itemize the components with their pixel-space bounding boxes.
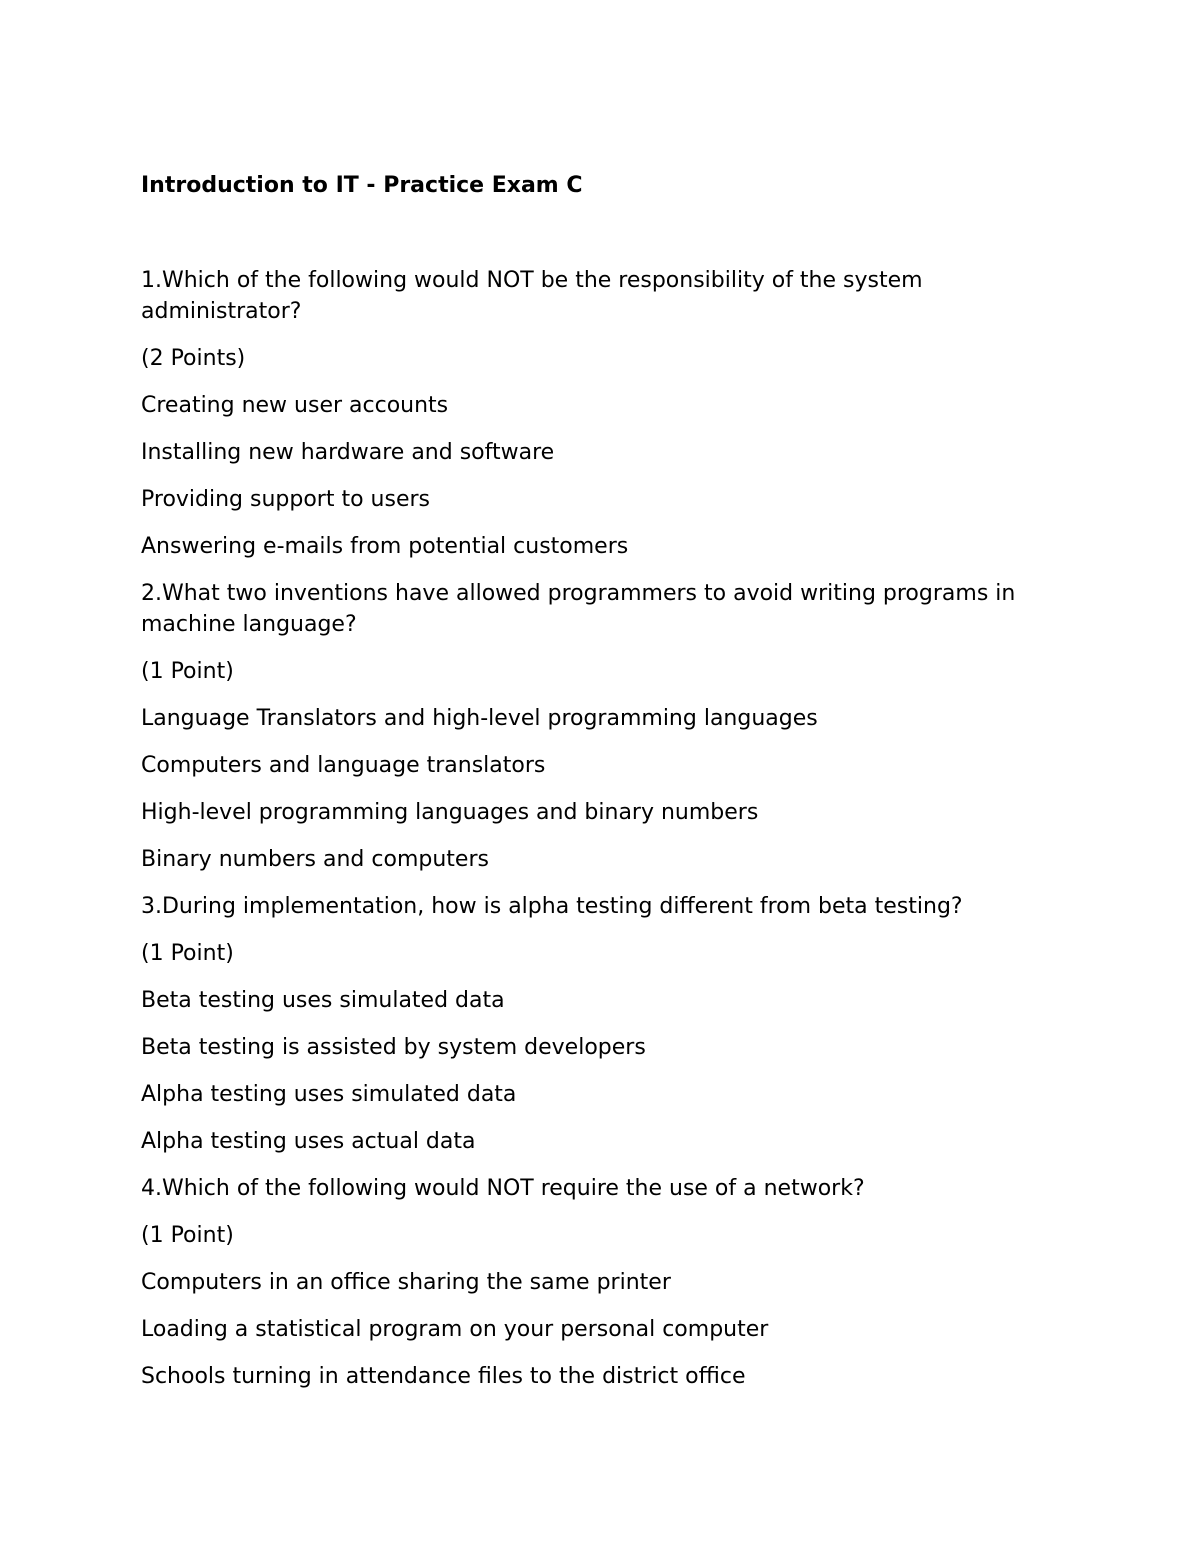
question-text: 1.Which of the following would NOT be the responsibility of the system administrator? — [141, 268, 923, 324]
answer-option: Computers and language translators — [141, 753, 546, 778]
document-title: Introduction to IT - Practice Exam C — [141, 173, 583, 198]
answer-option: Answering e-mails from potential customers — [141, 534, 629, 559]
answer-option: Installing new hardware and software — [141, 440, 555, 465]
question-text: 3.During implementation, how is alpha testing different from beta testing? — [141, 894, 963, 919]
answer-option: Schools turning in attendance files to the district office — [141, 1364, 746, 1389]
question-1 — [141, 265, 1071, 562]
answer-option: Language Translators and high-level programming languages — [141, 706, 818, 731]
answer-option: Alpha testing uses actual data — [141, 1129, 476, 1154]
answer-option: Alpha testing uses simulated data — [141, 1082, 517, 1107]
answer-option: Binary numbers and computers — [141, 847, 489, 872]
question-text: 4.Which of the following would NOT require the use of a network? — [141, 1176, 865, 1201]
question-3 — [141, 891, 1071, 1157]
answer-option: Beta testing uses simulated data — [141, 988, 505, 1013]
document-page — [141, 170, 1071, 1408]
question-text: 2.What two inventions have allowed programmers to avoid writing programs in machine language? — [141, 581, 1016, 637]
answer-option: Creating new user accounts — [141, 393, 449, 418]
question-points: (2 Points) — [141, 346, 246, 371]
question-2 — [141, 578, 1071, 875]
question-4 — [141, 1173, 1071, 1392]
answer-option: High-level programming languages and binary numbers — [141, 800, 759, 825]
question-points: (1 Point) — [141, 941, 234, 966]
answer-option: Providing support to users — [141, 487, 430, 512]
answer-option: Loading a statistical program on your personal computer — [141, 1317, 769, 1342]
answer-option: Beta testing is assisted by system developers — [141, 1035, 646, 1060]
question-points: (1 Point) — [141, 1223, 234, 1248]
question-points: (1 Point) — [141, 659, 234, 684]
answer-option: Computers in an office sharing the same printer — [141, 1270, 671, 1295]
